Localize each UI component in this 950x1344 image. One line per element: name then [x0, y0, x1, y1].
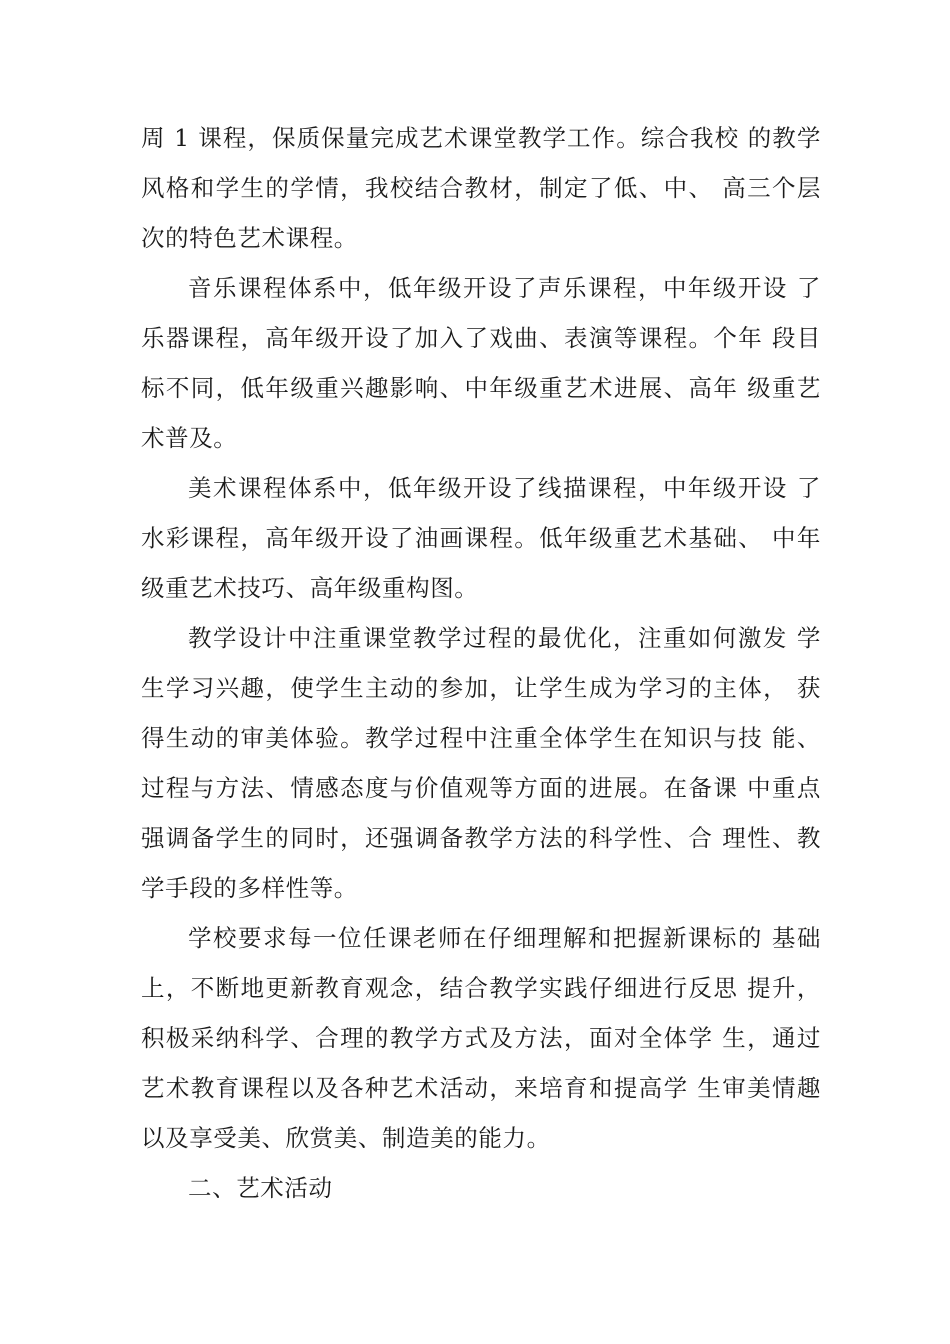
paragraph-teaching-design: 教学设计中注重课堂教学过程的最优化，注重如何激发 学生学习兴趣，使学生主动的参加，让学生成为学习的主体， 获得生动的审美体验。教学过程中注重全体学生在知识与技 能、过程与方法、情感态度与价值观等方面的进展。在备课 中重点强调备学生的同时，还强调备教学方法的科学性、合 理性、教学手段的多样性等。: [141, 624, 821, 902]
document-body: [141, 113, 821, 1213]
paragraph-art-curriculum: 美术课程体系中，低年级开设了线描课程，中年级开设 了水彩课程，高年级开设了油画课程。低年级重艺术基础、 中年级重艺术技巧、高年级重构图。: [141, 474, 821, 602]
paragraph-music-curriculum: 音乐课程体系中，低年级开设了声乐课程，中年级开设 了乐器课程，高年级开设了加入了戏曲、表演等课程。个年 段目标不同，低年级重兴趣影响、中年级重艺术进展、高年 级重艺术普及。: [141, 274, 821, 452]
paragraph-teacher-requirements: 学校要求每一位任课老师在仔细理解和把握新课标的 基础上，不断地更新教育观念，结合教学实践仔细进行反思 提升，积极采纳科学、合理的教学方式及方法，面对全体学 生，通过艺术教育课程以及各种艺术活动，来培育和提高学 生审美情趣以及享受美、欣赏美、制造美的能力。: [141, 924, 821, 1152]
paragraph-1: 周 1 课程，保质保量完成艺术课堂教学工作。综合我校 的教学风格和学生的学情，我校结合教材，制定了低、中、 高三个层次的特色艺术课程。: [141, 124, 821, 252]
section-heading: 二、艺术活动: [188, 1174, 333, 1202]
